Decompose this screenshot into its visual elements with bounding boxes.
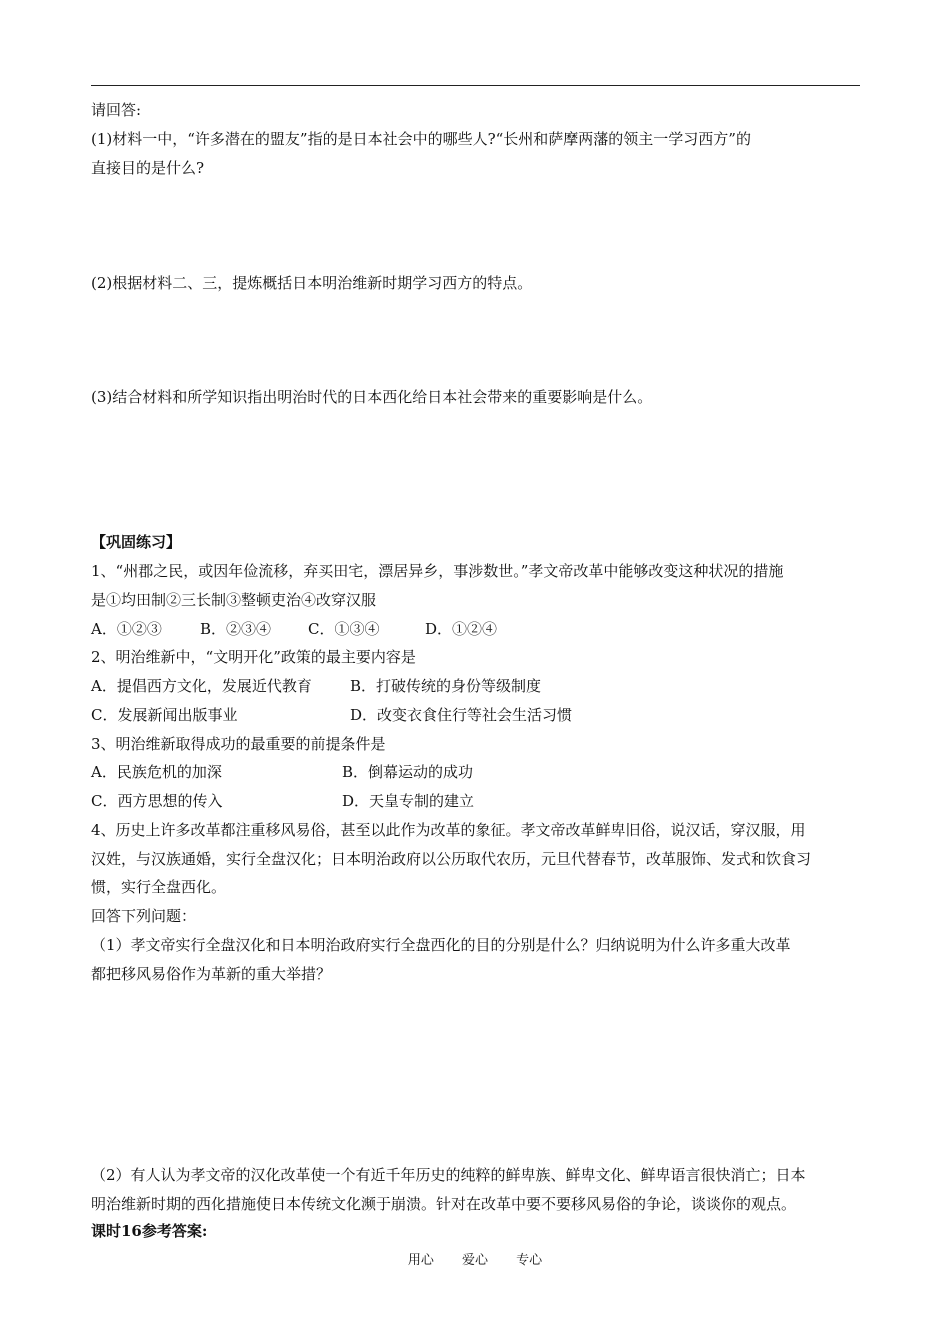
exercise-1-option-a: A．①②③ bbox=[91, 620, 162, 638]
exercise-1-option-d: D．①②④ bbox=[425, 620, 498, 638]
exercise-3-option-c: C．西方思想的传入 bbox=[91, 792, 223, 810]
exercise-4-line-1: 4、历史上许多改革都注重移风易俗，甚至以此作为改革的象征。孝文帝改革鲜卑旧俗，说汉话，穿汉服，用 bbox=[91, 821, 806, 839]
answers-heading: 课时16参考答案: bbox=[91, 1222, 208, 1240]
sub-question-2-line-1: （2）有人认为孝文帝的汉化改革使一个有近千年历史的纯粹的鲜卑族、鲜卑文化、鲜卑语言很快消亡；日本 bbox=[91, 1166, 806, 1184]
section-title: 【巩固练习】 bbox=[91, 533, 182, 551]
exercise-4-line-3: 惯，实行全盘西化。 bbox=[91, 878, 227, 896]
exercise-3-option-d: D．天皇专制的建立 bbox=[342, 792, 475, 810]
exercise-1-line-1: 1、“州郡之民，或因年俭流移，弃买田宅，漂居异乡，事涉数世。”孝文帝改革中能够改变这种状况的措施 bbox=[91, 562, 784, 580]
exercise-2-option-a: A．提倡西方文化，发展近代教育 bbox=[91, 677, 312, 695]
sub-question-1-line-2: 都把移风易俗作为革新的重大举措？ bbox=[91, 965, 332, 983]
question-1-line-2: 直接目的是什么? bbox=[91, 159, 205, 177]
question-3: (3)结合材料和所学知识指出明治时代的日本西化给日本社会带来的重要影响是什么。 bbox=[91, 388, 653, 406]
exercise-1-option-c: C．①③④ bbox=[308, 620, 380, 638]
exercise-3-option-a: A．民族危机的加深 bbox=[91, 763, 222, 781]
question-1-line-1: (1)材料一中，“许多潜在的盟友”指的是日本社会中的哪些人?“长州和萨摩两藩的领主一学习西方”的 bbox=[91, 130, 751, 148]
page-footer bbox=[0, 1249, 950, 1268]
exercise-3-option-b: B．倒幕运动的成功 bbox=[342, 763, 474, 781]
prompt-text: 请回答: bbox=[91, 101, 142, 119]
exercise-4-line-2: 汉姓，与汉族通婚，实行全盘汉化；日本明治政府以公历取代农历，元旦代替春节，改革服饰、发式和饮食习 bbox=[91, 850, 812, 868]
footer-word-2: 爱心 bbox=[461, 1253, 488, 1268]
question-2: (2)根据材料二、三，提炼概括日本明治维新时期学习西方的特点。 bbox=[91, 274, 533, 292]
exercise-2-option-c: C．发展新闻出版事业 bbox=[91, 706, 238, 724]
sub-question-1-line-1: （1）孝文帝实行全盘汉化和日本明治政府实行全盘西化的目的分别是什么？归纳说明为什么许多重大改革 bbox=[91, 936, 791, 954]
answer-prompt: 回答下列问题： bbox=[91, 907, 197, 925]
sub-question-2-line-2: 明治维新时期的西化措施使日本传统文化濒于崩溃。针对在改革中要不要移风易俗的争论，谈谈你的观点。 bbox=[91, 1195, 797, 1213]
footer-word-3: 专心 bbox=[516, 1253, 543, 1268]
exercise-2-option-d: D．改变衣食住行等社会生活习惯 bbox=[350, 706, 573, 724]
exercise-1-line-2: 是①均田制②三长制③整顿吏治④改穿汉服 bbox=[91, 591, 377, 609]
exercise-1-option-b: B．②③④ bbox=[200, 620, 272, 638]
footer-word-1: 用心 bbox=[407, 1253, 434, 1268]
exercise-2-option-b: B．打破传统的身份等级制度 bbox=[350, 677, 542, 695]
exercise-3-stem: 3、明治维新取得成功的最重要的前提条件是 bbox=[91, 735, 386, 753]
header-rule bbox=[91, 85, 860, 86]
exercise-2-stem: 2、明治维新中，“文明开化”政策的最主要内容是 bbox=[91, 648, 416, 666]
